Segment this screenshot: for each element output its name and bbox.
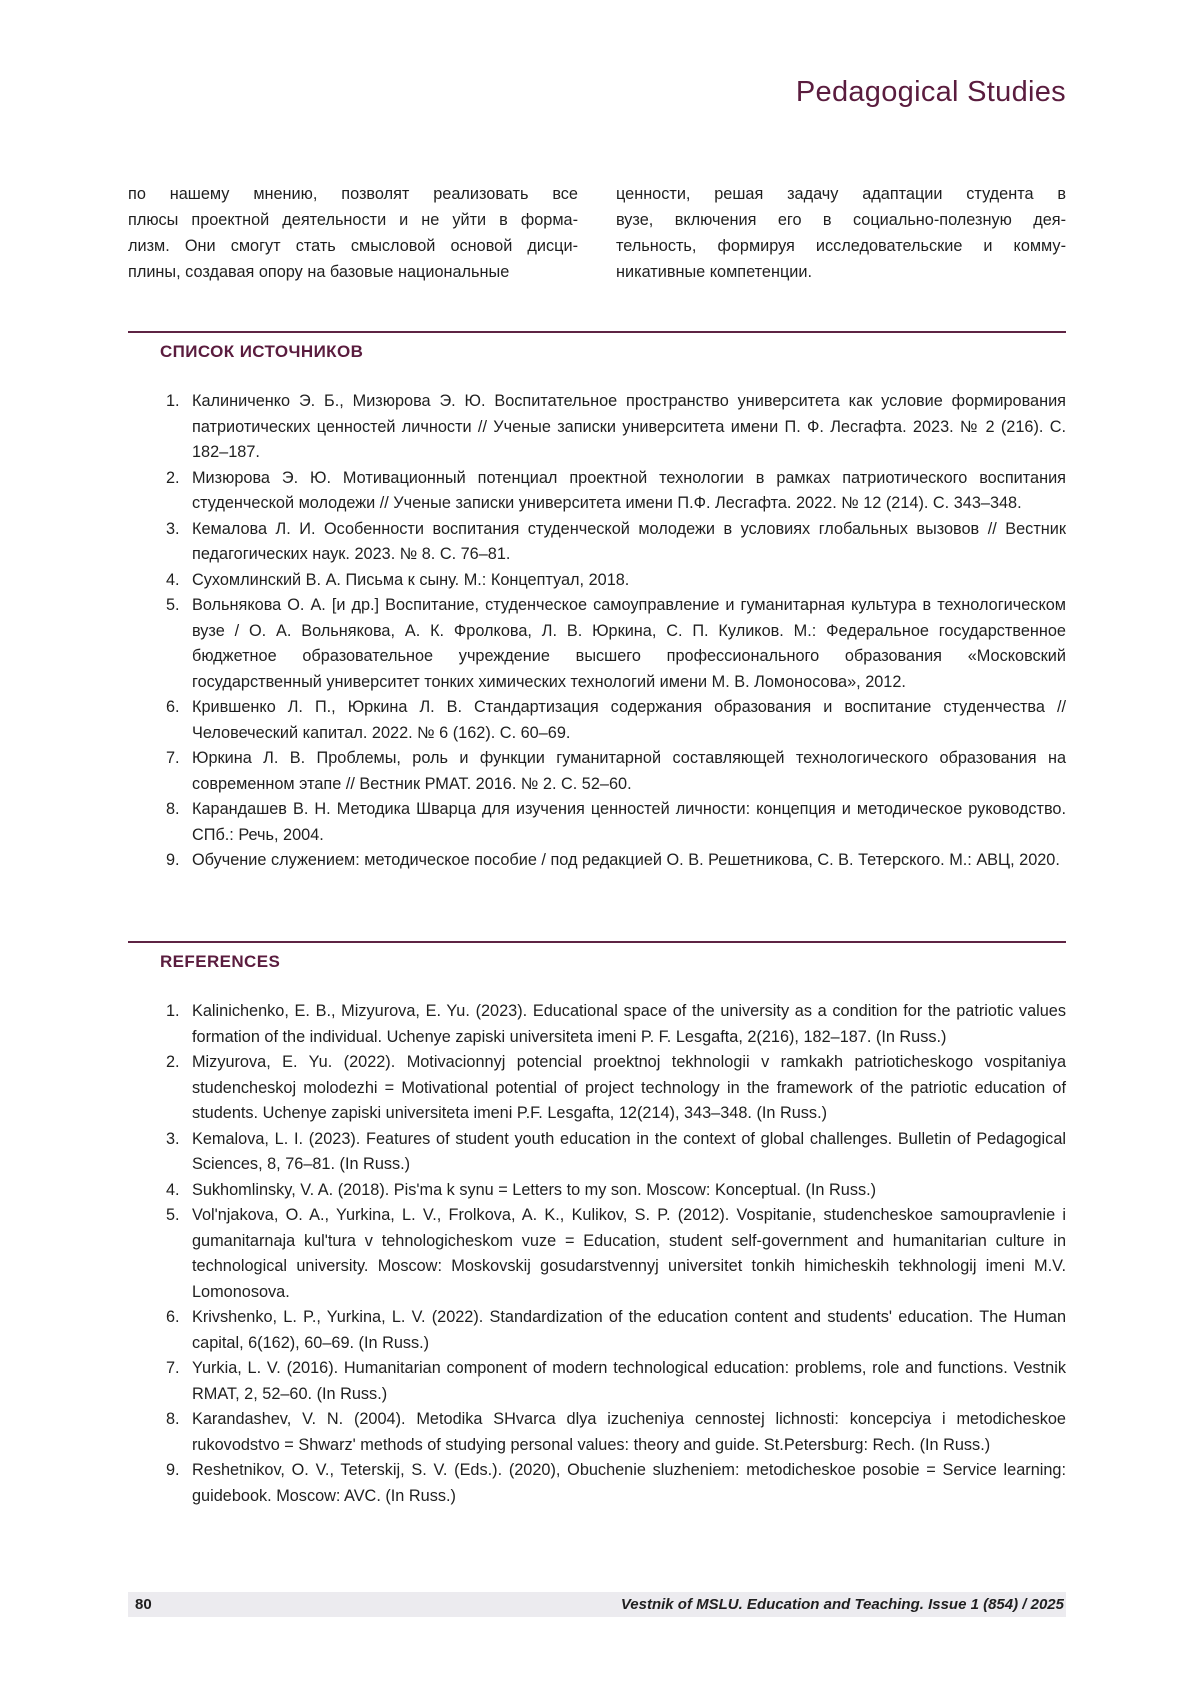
reference-item bbox=[166, 1458, 1066, 1509]
reference-number: 5. bbox=[166, 1206, 180, 1224]
references-list bbox=[128, 999, 1066, 1509]
sources-list bbox=[128, 389, 1066, 874]
reference-number: 3. bbox=[166, 519, 180, 538]
reference-text: Reshetnikov, O. V., Teterskij, S. V. (Eds.). (2020), Obuchenie sluzheniem: metodicheskoe posobie = Service learning: guidebook. Moscow: AVC. (In Russ.) bbox=[192, 1461, 1066, 1505]
body-text-line: вузе, включения его в социально-полезную дея- bbox=[616, 211, 1066, 229]
reference-item bbox=[166, 1127, 1066, 1178]
reference-number: 1. bbox=[166, 392, 180, 410]
reference-text: Yurkia, L. V. (2016). Humanitarian component of modern technological education: problems, role and functions. Vestnik RMAT, 2, 52–60. (In Russ.) bbox=[192, 1359, 1066, 1403]
reference-item bbox=[166, 1356, 1066, 1407]
reference-text: Карандашев В. Н. Методика Шварца для изучения ценностей личности: концепция и методическое руководство. СПб.: Речь, 2004. bbox=[192, 800, 1066, 844]
body-text-line: по нашему мнению, позволят реализовать все bbox=[128, 185, 578, 203]
reference-item bbox=[166, 389, 1066, 466]
reference-item bbox=[166, 848, 1066, 874]
page-footer bbox=[128, 1592, 1066, 1617]
journal-issue-line: Vestnik of MSLU. Education and Teaching. Issue 1 (854) / 2025 bbox=[620, 1596, 1064, 1613]
body-text-line: тельность, формируя исследовательские и комму- bbox=[616, 237, 1066, 255]
reference-item bbox=[166, 1203, 1066, 1305]
reference-number: 5. bbox=[166, 596, 180, 614]
reference-text: Мизюрова Э. Ю. Мотивационный потенциал проектной технологии в рамках патриотического воспитания студенческой молодежи // Ученые записки университета имени П.Ф. Лесгафта. 2022. № 12 (214). С. 343–348. bbox=[192, 468, 1066, 512]
reference-text: Крившенко Л. П., Юркина Л. В. Стандартизация содержания образования и воспитание студенчества // Человеческий капитал. 2022. № 6 (162). С. 60–69. bbox=[192, 698, 1066, 742]
reference-text: Сухомлинский В. А. Письма к сыну. М.: Концептуал, 2018. bbox=[192, 570, 630, 589]
reference-text: Калиниченко Э. Б., Мизюрова Э. Ю. Воспитательное пространство университета как условие формирования патриотических ценностей личности // Ученые записки университета имени П. Ф. Лесгафта. 2023. № 2 (216). С. 182–187. bbox=[192, 392, 1066, 461]
reference-item bbox=[166, 1305, 1066, 1356]
body-text-line: лизм. Они смогут стать смысловой основой дисци- bbox=[128, 237, 578, 255]
reference-item bbox=[166, 746, 1066, 797]
reference-item bbox=[166, 1407, 1066, 1458]
reference-text: Юркина Л. В. Проблемы, роль и функции гуманитарной составляющей технологического образования на современном этапе // Вестник РМАТ. 2016. № 2. С. 52–60. bbox=[192, 749, 1066, 793]
reference-item bbox=[166, 999, 1066, 1050]
reference-text: Kemalova, L. I. (2023). Features of student youth education in the context of global challenges. Bulletin of Pedagogical Sciences, 8, 76–81. (In Russ.) bbox=[192, 1129, 1066, 1173]
reference-text: Обучение служением: методическое пособие / под редакцией О. В. Решетникова, С. В. Тетерского. М.: АВЦ, 2020. bbox=[192, 851, 1060, 869]
body-text-line: плюсы проектной деятельности и не уйти в форма- bbox=[128, 211, 578, 229]
reference-text: Karandashev, V. N. (2004). Metodika SHvarca dlya izucheniya cennostej lichnosti: koncepciya i metodicheskoe rukovodstvo = Shwarz' methods of studying personal values: theory and guide. St.Petersburg: Rech. (In Russ.) bbox=[192, 1410, 1066, 1454]
reference-item bbox=[166, 1178, 1066, 1204]
reference-text: Krivshenko, L. P., Yurkina, L. V. (2022). Standardization of the education content and students' education. The Human capital, 6(162), 60–69. (In Russ.) bbox=[192, 1308, 1066, 1352]
references-section bbox=[128, 941, 1066, 1509]
reference-number: 6. bbox=[166, 1308, 180, 1326]
reference-number: 8. bbox=[166, 1410, 180, 1428]
reference-number: 8. bbox=[166, 800, 180, 818]
reference-text: Vol'njakova, O. A., Yurkina, L. V., Frolkova, A. K., Kulikov, S. P. (2012). Vospitanie, studencheskoe samoupravlenie i gumanitarnaja kul'tura v tehnologicheskom vuze = Education, student self-government and humanitarian culture in technological university. Moscow: Moskovskij gosudarstvennyj universitet tonkih himicheskih tekhnologij imeni M.V. Lomonosova. bbox=[192, 1206, 1066, 1301]
reference-number: 3. bbox=[166, 1129, 180, 1148]
body-text-line: плины, создавая опору на базовые национальные bbox=[128, 263, 510, 281]
reference-number: 9. bbox=[166, 851, 180, 869]
article-body-columns bbox=[128, 181, 1066, 285]
reference-number: 2. bbox=[166, 468, 180, 487]
sources-section bbox=[128, 331, 1066, 874]
reference-item bbox=[166, 695, 1066, 746]
reference-number: 4. bbox=[166, 1180, 180, 1199]
reference-text: Вольнякова О. А. [и др.] Воспитание, студенческое самоуправление и гуманитарная культура в технологическом вузе / О. А. Вольнякова, А. К. Фролкова, Л. В. Юркина, С. П. Куликов. М.: Федеральное государственное бюджетное образовательное учреждение высшего профессионального образования «Московский государственный университет тонких химических технологий имени М. В. Ломоносова», 2012. bbox=[192, 596, 1066, 691]
reference-text: Кемалова Л. И. Особенности воспитания студенческой молодежи в условиях глобальных вызовов // Вестник педагогических наук. 2023. № 8. С. 76–81. bbox=[192, 519, 1066, 563]
reference-text: Kalinichenko, E. B., Mizyurova, E. Yu. (2023). Educational space of the university as a condition for the patriotic values formation of the individual. Uchenye zapiski universiteta imeni P. F. Lesgafta, 2(216), 182–187. (In Russ.) bbox=[192, 1002, 1066, 1046]
sources-section-title: СПИСОК ИСТОЧНИКОВ bbox=[160, 342, 364, 361]
body-column-right bbox=[616, 181, 1066, 285]
reference-number: 2. bbox=[166, 1053, 180, 1071]
reference-text: Mizyurova, E. Yu. (2022). Motivacionnyj potencial proektnoj tekhnologii v ramkakh patrioticheskogo vospitaniya studencheskoj molodezhi = Motivational potential of project technology in the framework of the patriotic education of students. Uchenye zapiski universiteta imeni P.F. Lesgafta, 12(214), 343–348. (In Russ.) bbox=[192, 1053, 1066, 1122]
body-column-left bbox=[128, 181, 578, 285]
reference-number: 7. bbox=[166, 1359, 180, 1377]
running-head-title: Pedagogical Studies bbox=[795, 76, 1066, 108]
reference-number: 4. bbox=[166, 570, 180, 589]
reference-number: 9. bbox=[166, 1461, 180, 1479]
page-number: 80 bbox=[135, 1596, 152, 1613]
reference-item bbox=[166, 466, 1066, 517]
reference-text: Sukhomlinsky, V. A. (2018). Pis'ma k synu = Letters to my son. Moscow: Konceptual. (In Russ.) bbox=[192, 1180, 877, 1199]
reference-item bbox=[166, 568, 1066, 594]
body-text-line: никативные компетенции. bbox=[616, 263, 812, 281]
reference-number: 7. bbox=[166, 749, 180, 767]
reference-item bbox=[166, 593, 1066, 695]
reference-item bbox=[166, 797, 1066, 848]
reference-item bbox=[166, 1050, 1066, 1127]
reference-item bbox=[166, 517, 1066, 568]
body-text-line: ценности, решая задачу адаптации студента в bbox=[616, 185, 1066, 203]
references-section-title: REFERENCES bbox=[160, 952, 281, 971]
reference-number: 1. bbox=[166, 1002, 180, 1020]
reference-number: 6. bbox=[166, 698, 180, 716]
